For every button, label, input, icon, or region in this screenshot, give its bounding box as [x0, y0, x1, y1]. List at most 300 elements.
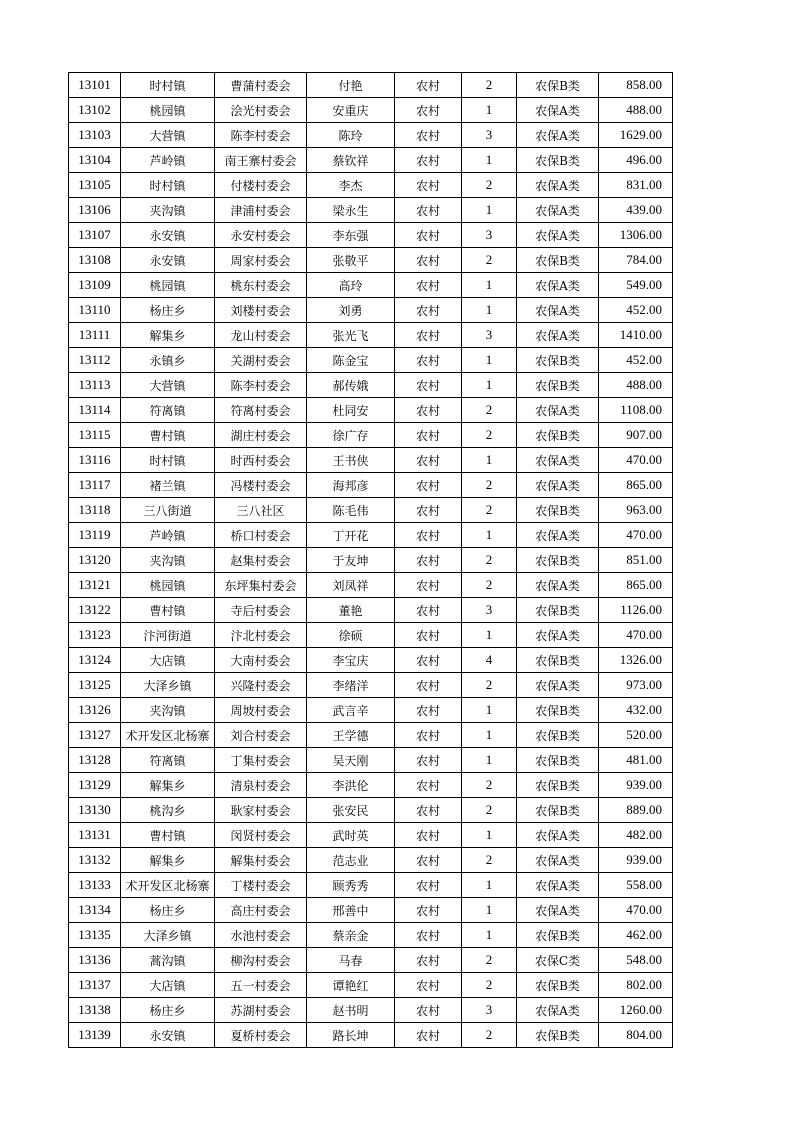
id-cell: 13137 [69, 973, 121, 998]
table-row [69, 698, 673, 723]
town-cell: 杨庄乡 [121, 298, 215, 323]
count-cell: 2 [462, 973, 517, 998]
committee-cell: 津浦村委会 [215, 198, 307, 223]
id-cell: 13132 [69, 848, 121, 873]
table-row [69, 473, 673, 498]
table-row [69, 923, 673, 948]
table-row [69, 323, 673, 348]
category-cell: 农保B类 [517, 348, 599, 373]
count-cell: 2 [462, 398, 517, 423]
amount-cell: 865.00 [599, 473, 673, 498]
area-cell: 农村 [395, 198, 462, 223]
town-cell: 汴河街道 [121, 623, 215, 648]
committee-cell: 解集村委会 [215, 848, 307, 873]
id-cell: 13115 [69, 423, 121, 448]
id-cell: 13121 [69, 573, 121, 598]
category-cell: 农保A类 [517, 273, 599, 298]
area-cell: 农村 [395, 798, 462, 823]
amount-cell: 548.00 [599, 948, 673, 973]
table-row [69, 598, 673, 623]
amount-cell: 549.00 [599, 273, 673, 298]
count-cell: 1 [462, 348, 517, 373]
id-cell: 13128 [69, 748, 121, 773]
count-cell: 2 [462, 1023, 517, 1048]
category-cell: 农保B类 [517, 698, 599, 723]
table-row [69, 848, 673, 873]
committee-cell: 周坡村委会 [215, 698, 307, 723]
name-cell: 张敬平 [307, 248, 395, 273]
name-cell: 高玲 [307, 273, 395, 298]
committee-cell: 时西村委会 [215, 448, 307, 473]
name-cell: 于友坤 [307, 548, 395, 573]
town-cell: 大营镇 [121, 373, 215, 398]
amount-cell: 1629.00 [599, 123, 673, 148]
area-cell: 农村 [395, 123, 462, 148]
area-cell: 农村 [395, 823, 462, 848]
id-cell: 13131 [69, 823, 121, 848]
amount-cell: 802.00 [599, 973, 673, 998]
area-cell: 农村 [395, 1023, 462, 1048]
committee-cell: 陈李村委会 [215, 123, 307, 148]
name-cell: 武言辛 [307, 698, 395, 723]
id-cell: 13130 [69, 798, 121, 823]
count-cell: 2 [462, 498, 517, 523]
category-cell: 农保A类 [517, 473, 599, 498]
committee-cell: 浍光村委会 [215, 98, 307, 123]
name-cell: 郝传娥 [307, 373, 395, 398]
name-cell: 董艳 [307, 598, 395, 623]
area-cell: 农村 [395, 648, 462, 673]
committee-cell: 兴隆村委会 [215, 673, 307, 698]
amount-cell: 496.00 [599, 148, 673, 173]
category-cell: 农保A类 [517, 623, 599, 648]
id-cell: 13123 [69, 623, 121, 648]
category-cell: 农保A类 [517, 673, 599, 698]
area-cell: 农村 [395, 748, 462, 773]
name-cell: 张光飞 [307, 323, 395, 348]
committee-cell: 寺后村委会 [215, 598, 307, 623]
name-cell: 梁永生 [307, 198, 395, 223]
id-cell: 13112 [69, 348, 121, 373]
committee-cell: 湖庄村委会 [215, 423, 307, 448]
committee-cell: 赵集村委会 [215, 548, 307, 573]
table-row [69, 1023, 673, 1048]
id-cell: 13102 [69, 98, 121, 123]
id-cell: 13135 [69, 923, 121, 948]
name-cell: 李东强 [307, 223, 395, 248]
town-cell: 术开发区北杨寨 [121, 723, 215, 748]
category-cell: 农保B类 [517, 1023, 599, 1048]
area-cell: 农村 [395, 148, 462, 173]
name-cell: 海邦彦 [307, 473, 395, 498]
category-cell: 农保A类 [517, 448, 599, 473]
area-cell: 农村 [395, 673, 462, 698]
town-cell: 杨庄乡 [121, 998, 215, 1023]
count-cell: 3 [462, 323, 517, 348]
amount-cell: 439.00 [599, 198, 673, 223]
committee-cell: 汴北村委会 [215, 623, 307, 648]
category-cell: 农保B类 [517, 723, 599, 748]
area-cell: 农村 [395, 698, 462, 723]
count-cell: 2 [462, 73, 517, 98]
id-cell: 13109 [69, 273, 121, 298]
area-cell: 农村 [395, 173, 462, 198]
category-cell: 农保B类 [517, 748, 599, 773]
id-cell: 13114 [69, 398, 121, 423]
count-cell: 1 [462, 198, 517, 223]
id-cell: 13133 [69, 873, 121, 898]
id-cell: 13117 [69, 473, 121, 498]
table-row [69, 948, 673, 973]
name-cell: 吴天刚 [307, 748, 395, 773]
name-cell: 李杰 [307, 173, 395, 198]
name-cell: 王书侠 [307, 448, 395, 473]
category-cell: 农保A类 [517, 98, 599, 123]
name-cell: 刘勇 [307, 298, 395, 323]
category-cell: 农保A类 [517, 398, 599, 423]
amount-cell: 520.00 [599, 723, 673, 748]
name-cell: 蔡钦祥 [307, 148, 395, 173]
name-cell: 李绪洋 [307, 673, 395, 698]
town-cell: 术开发区北杨寨 [121, 873, 215, 898]
table-row [69, 123, 673, 148]
area-cell: 农村 [395, 623, 462, 648]
committee-cell: 南王寨村委会 [215, 148, 307, 173]
count-cell: 2 [462, 423, 517, 448]
id-cell: 13116 [69, 448, 121, 473]
name-cell: 范志业 [307, 848, 395, 873]
area-cell: 农村 [395, 98, 462, 123]
town-cell: 蒿沟镇 [121, 948, 215, 973]
table-row [69, 298, 673, 323]
table-row [69, 348, 673, 373]
area-cell: 农村 [395, 498, 462, 523]
amount-cell: 488.00 [599, 98, 673, 123]
count-cell: 2 [462, 173, 517, 198]
committee-cell: 夏桥村委会 [215, 1023, 307, 1048]
table-row [69, 73, 673, 98]
table-row [69, 248, 673, 273]
count-cell: 3 [462, 598, 517, 623]
committee-cell: 龙山村委会 [215, 323, 307, 348]
category-cell: 农保A类 [517, 123, 599, 148]
table-row [69, 798, 673, 823]
area-cell: 农村 [395, 423, 462, 448]
table-row [69, 198, 673, 223]
category-cell: 农保B类 [517, 798, 599, 823]
area-cell: 农村 [395, 948, 462, 973]
table-row [69, 523, 673, 548]
table-row [69, 723, 673, 748]
town-cell: 时村镇 [121, 73, 215, 98]
area-cell: 农村 [395, 548, 462, 573]
town-cell: 夹沟镇 [121, 198, 215, 223]
area-cell: 农村 [395, 573, 462, 598]
town-cell: 夹沟镇 [121, 548, 215, 573]
table-row [69, 973, 673, 998]
area-cell: 农村 [395, 598, 462, 623]
category-cell: 农保B类 [517, 373, 599, 398]
amount-cell: 907.00 [599, 423, 673, 448]
area-cell: 农村 [395, 248, 462, 273]
town-cell: 曹村镇 [121, 598, 215, 623]
town-cell: 大店镇 [121, 973, 215, 998]
id-cell: 13103 [69, 123, 121, 148]
area-cell: 农村 [395, 473, 462, 498]
name-cell: 徐硕 [307, 623, 395, 648]
table-row [69, 98, 673, 123]
committee-cell: 曹蒲村委会 [215, 73, 307, 98]
count-cell: 2 [462, 948, 517, 973]
amount-cell: 1306.00 [599, 223, 673, 248]
table-row [69, 873, 673, 898]
amount-cell: 558.00 [599, 873, 673, 898]
amount-cell: 470.00 [599, 448, 673, 473]
amount-cell: 804.00 [599, 1023, 673, 1048]
committee-cell: 桥口村委会 [215, 523, 307, 548]
count-cell: 4 [462, 648, 517, 673]
id-cell: 13110 [69, 298, 121, 323]
count-cell: 1 [462, 373, 517, 398]
count-cell: 2 [462, 773, 517, 798]
category-cell: 农保A类 [517, 848, 599, 873]
amount-cell: 432.00 [599, 698, 673, 723]
id-cell: 13105 [69, 173, 121, 198]
count-cell: 2 [462, 248, 517, 273]
town-cell: 曹村镇 [121, 423, 215, 448]
id-cell: 13108 [69, 248, 121, 273]
town-cell: 桃园镇 [121, 573, 215, 598]
category-cell: 农保B类 [517, 73, 599, 98]
id-cell: 13118 [69, 498, 121, 523]
area-cell: 农村 [395, 448, 462, 473]
table-row [69, 223, 673, 248]
name-cell: 陈金宝 [307, 348, 395, 373]
amount-cell: 1108.00 [599, 398, 673, 423]
id-cell: 13125 [69, 673, 121, 698]
name-cell: 陈玲 [307, 123, 395, 148]
category-cell: 农保B类 [517, 148, 599, 173]
count-cell: 1 [462, 898, 517, 923]
name-cell: 赵书明 [307, 998, 395, 1023]
area-cell: 农村 [395, 273, 462, 298]
committee-cell: 周家村委会 [215, 248, 307, 273]
town-cell: 芦岭镇 [121, 523, 215, 548]
town-cell: 解集乡 [121, 773, 215, 798]
count-cell: 1 [462, 723, 517, 748]
amount-cell: 939.00 [599, 848, 673, 873]
count-cell: 2 [462, 848, 517, 873]
data-table [68, 72, 673, 1048]
area-cell: 农村 [395, 998, 462, 1023]
amount-cell: 481.00 [599, 748, 673, 773]
count-cell: 1 [462, 623, 517, 648]
name-cell: 付艳 [307, 73, 395, 98]
name-cell: 李洪伦 [307, 773, 395, 798]
area-cell: 农村 [395, 73, 462, 98]
committee-cell: 刘合村委会 [215, 723, 307, 748]
count-cell: 1 [462, 698, 517, 723]
table-row [69, 148, 673, 173]
id-cell: 13136 [69, 948, 121, 973]
table-row [69, 498, 673, 523]
town-cell: 解集乡 [121, 323, 215, 348]
count-cell: 3 [462, 123, 517, 148]
table-row [69, 448, 673, 473]
committee-cell: 高庄村委会 [215, 898, 307, 923]
category-cell: 农保B类 [517, 648, 599, 673]
town-cell: 桃沟乡 [121, 798, 215, 823]
amount-cell: 858.00 [599, 73, 673, 98]
area-cell: 农村 [395, 298, 462, 323]
id-cell: 13139 [69, 1023, 121, 1048]
town-cell: 大泽乡镇 [121, 923, 215, 948]
id-cell: 13119 [69, 523, 121, 548]
id-cell: 13129 [69, 773, 121, 798]
category-cell: 农保A类 [517, 223, 599, 248]
table-row [69, 273, 673, 298]
amount-cell: 831.00 [599, 173, 673, 198]
area-cell: 农村 [395, 723, 462, 748]
committee-cell: 耿家村委会 [215, 798, 307, 823]
committee-cell: 刘楼村委会 [215, 298, 307, 323]
committee-cell: 关湖村委会 [215, 348, 307, 373]
count-cell: 2 [462, 673, 517, 698]
name-cell: 蔡亲金 [307, 923, 395, 948]
area-cell: 农村 [395, 848, 462, 873]
category-cell: 农保A类 [517, 823, 599, 848]
count-cell: 2 [462, 473, 517, 498]
amount-cell: 1326.00 [599, 648, 673, 673]
town-cell: 永安镇 [121, 248, 215, 273]
amount-cell: 1260.00 [599, 998, 673, 1023]
category-cell: 农保B类 [517, 498, 599, 523]
amount-cell: 889.00 [599, 798, 673, 823]
name-cell: 谭艳红 [307, 973, 395, 998]
id-cell: 13138 [69, 998, 121, 1023]
id-cell: 13122 [69, 598, 121, 623]
amount-cell: 482.00 [599, 823, 673, 848]
amount-cell: 851.00 [599, 548, 673, 573]
town-cell: 芦岭镇 [121, 148, 215, 173]
table-row [69, 648, 673, 673]
amount-cell: 784.00 [599, 248, 673, 273]
category-cell: 农保B类 [517, 923, 599, 948]
table-row [69, 373, 673, 398]
id-cell: 13101 [69, 73, 121, 98]
name-cell: 李宝庆 [307, 648, 395, 673]
id-cell: 13111 [69, 323, 121, 348]
committee-cell: 水池村委会 [215, 923, 307, 948]
name-cell: 陈毛伟 [307, 498, 395, 523]
committee-cell: 东坪集村委会 [215, 573, 307, 598]
table-row [69, 423, 673, 448]
committee-cell: 陈李村委会 [215, 373, 307, 398]
id-cell: 13107 [69, 223, 121, 248]
area-cell: 农村 [395, 373, 462, 398]
town-cell: 夹沟镇 [121, 698, 215, 723]
committee-cell: 冯楼村委会 [215, 473, 307, 498]
committee-cell: 苏湖村委会 [215, 998, 307, 1023]
town-cell: 永安镇 [121, 1023, 215, 1048]
table-row [69, 673, 673, 698]
count-cell: 1 [462, 923, 517, 948]
count-cell: 1 [462, 298, 517, 323]
name-cell: 马春 [307, 948, 395, 973]
table-row [69, 773, 673, 798]
id-cell: 13127 [69, 723, 121, 748]
table-row [69, 548, 673, 573]
amount-cell: 1410.00 [599, 323, 673, 348]
category-cell: 农保B类 [517, 548, 599, 573]
area-cell: 农村 [395, 773, 462, 798]
area-cell: 农村 [395, 323, 462, 348]
count-cell: 1 [462, 98, 517, 123]
area-cell: 农村 [395, 923, 462, 948]
name-cell: 刘凤祥 [307, 573, 395, 598]
town-cell: 三八街道 [121, 498, 215, 523]
table-row [69, 823, 673, 848]
count-cell: 1 [462, 273, 517, 298]
category-cell: 农保A类 [517, 298, 599, 323]
table-row [69, 173, 673, 198]
table-row [69, 748, 673, 773]
committee-cell: 桃东村委会 [215, 273, 307, 298]
amount-cell: 963.00 [599, 498, 673, 523]
committee-cell: 丁楼村委会 [215, 873, 307, 898]
town-cell: 永安镇 [121, 223, 215, 248]
id-cell: 13120 [69, 548, 121, 573]
count-cell: 3 [462, 998, 517, 1023]
count-cell: 2 [462, 548, 517, 573]
town-cell: 时村镇 [121, 448, 215, 473]
count-cell: 1 [462, 523, 517, 548]
committee-cell: 柳沟村委会 [215, 948, 307, 973]
data-table-container [68, 72, 672, 1048]
committee-cell: 符离村委会 [215, 398, 307, 423]
name-cell: 顾秀秀 [307, 873, 395, 898]
table-body [69, 73, 673, 1048]
id-cell: 13104 [69, 148, 121, 173]
amount-cell: 452.00 [599, 298, 673, 323]
amount-cell: 488.00 [599, 373, 673, 398]
town-cell: 曹村镇 [121, 823, 215, 848]
committee-cell: 三八社区 [215, 498, 307, 523]
name-cell: 安重庆 [307, 98, 395, 123]
area-cell: 农村 [395, 398, 462, 423]
committee-cell: 闵贤村委会 [215, 823, 307, 848]
category-cell: 农保A类 [517, 198, 599, 223]
category-cell: 农保C类 [517, 948, 599, 973]
area-cell: 农村 [395, 873, 462, 898]
committee-cell: 大南村委会 [215, 648, 307, 673]
category-cell: 农保A类 [517, 898, 599, 923]
town-cell: 桃园镇 [121, 273, 215, 298]
town-cell: 褚兰镇 [121, 473, 215, 498]
name-cell: 张安民 [307, 798, 395, 823]
id-cell: 13126 [69, 698, 121, 723]
amount-cell: 470.00 [599, 623, 673, 648]
name-cell: 丁开花 [307, 523, 395, 548]
area-cell: 农村 [395, 898, 462, 923]
amount-cell: 470.00 [599, 898, 673, 923]
count-cell: 1 [462, 448, 517, 473]
committee-cell: 永安村委会 [215, 223, 307, 248]
id-cell: 13124 [69, 648, 121, 673]
committee-cell: 付楼村委会 [215, 173, 307, 198]
category-cell: 农保A类 [517, 573, 599, 598]
town-cell: 符离镇 [121, 748, 215, 773]
